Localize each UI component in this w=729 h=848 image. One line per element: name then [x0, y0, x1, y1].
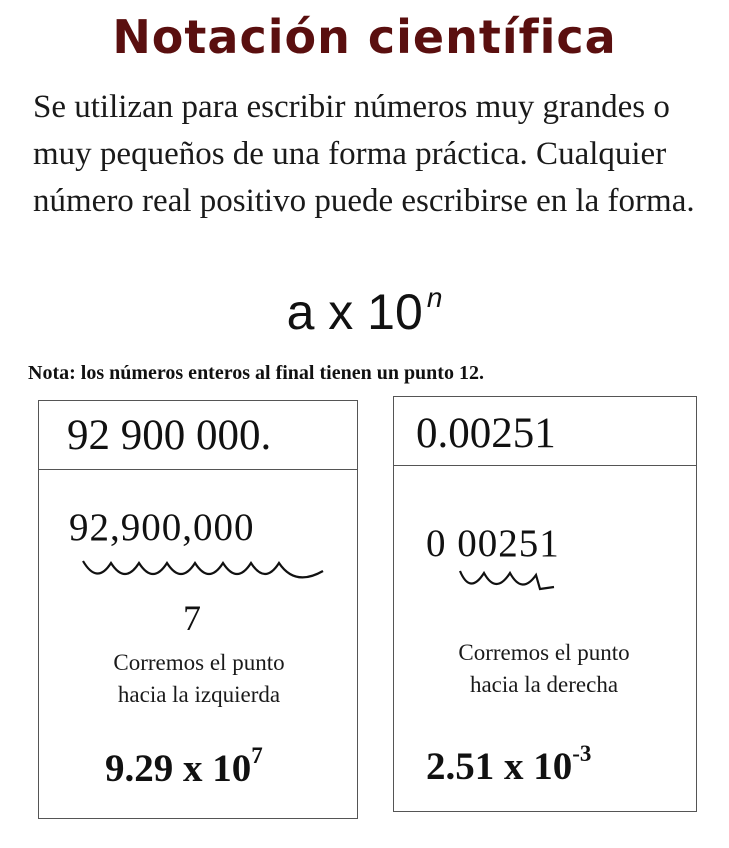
left-explanation [49, 647, 349, 711]
note: Nota: los números enteros al final tienen un punto 12. [28, 362, 484, 384]
right-example-box [393, 396, 697, 812]
formula [0, 282, 729, 341]
right-digits: 0 00251 [426, 522, 560, 565]
left-explanation-line2: hacia la izquierda [117, 682, 281, 707]
formula-exponent: n [426, 282, 443, 313]
intro-paragraph: Se utilizan para escribir números muy grandes o muy pequeños de una forma práctica. Cualquier número real positivo puede escribirse en la forma. [33, 89, 695, 219]
left-number: 92 900 000. [67, 412, 272, 459]
right-explanation-line2: hacia la derecha [469, 672, 619, 697]
left-places-count: 7 [183, 598, 201, 638]
left-jump-arcs-icon [77, 553, 337, 593]
left-digits: 92,900,000 [69, 506, 255, 549]
right-result-exponent: -3 [572, 741, 592, 766]
right-number: 0.00251 [416, 410, 556, 457]
left-example-box [38, 400, 358, 819]
formula-base: a x 10 [286, 284, 423, 340]
right-explanation-line1: Corremos el punto [458, 640, 630, 665]
left-result [105, 743, 263, 791]
left-result-exponent: 7 [251, 743, 263, 768]
page-title: Notación científica [112, 10, 617, 64]
right-result [426, 741, 591, 789]
right-jump-arcs-icon [456, 565, 576, 605]
right-result-base: 2.51 x 10 [426, 745, 573, 788]
right-explanation [394, 637, 694, 701]
left-result-base: 9.29 x 10 [105, 747, 252, 790]
right-number-cell [394, 397, 696, 466]
left-number-cell [39, 401, 357, 470]
left-explanation-line1: Corremos el punto [113, 650, 285, 675]
